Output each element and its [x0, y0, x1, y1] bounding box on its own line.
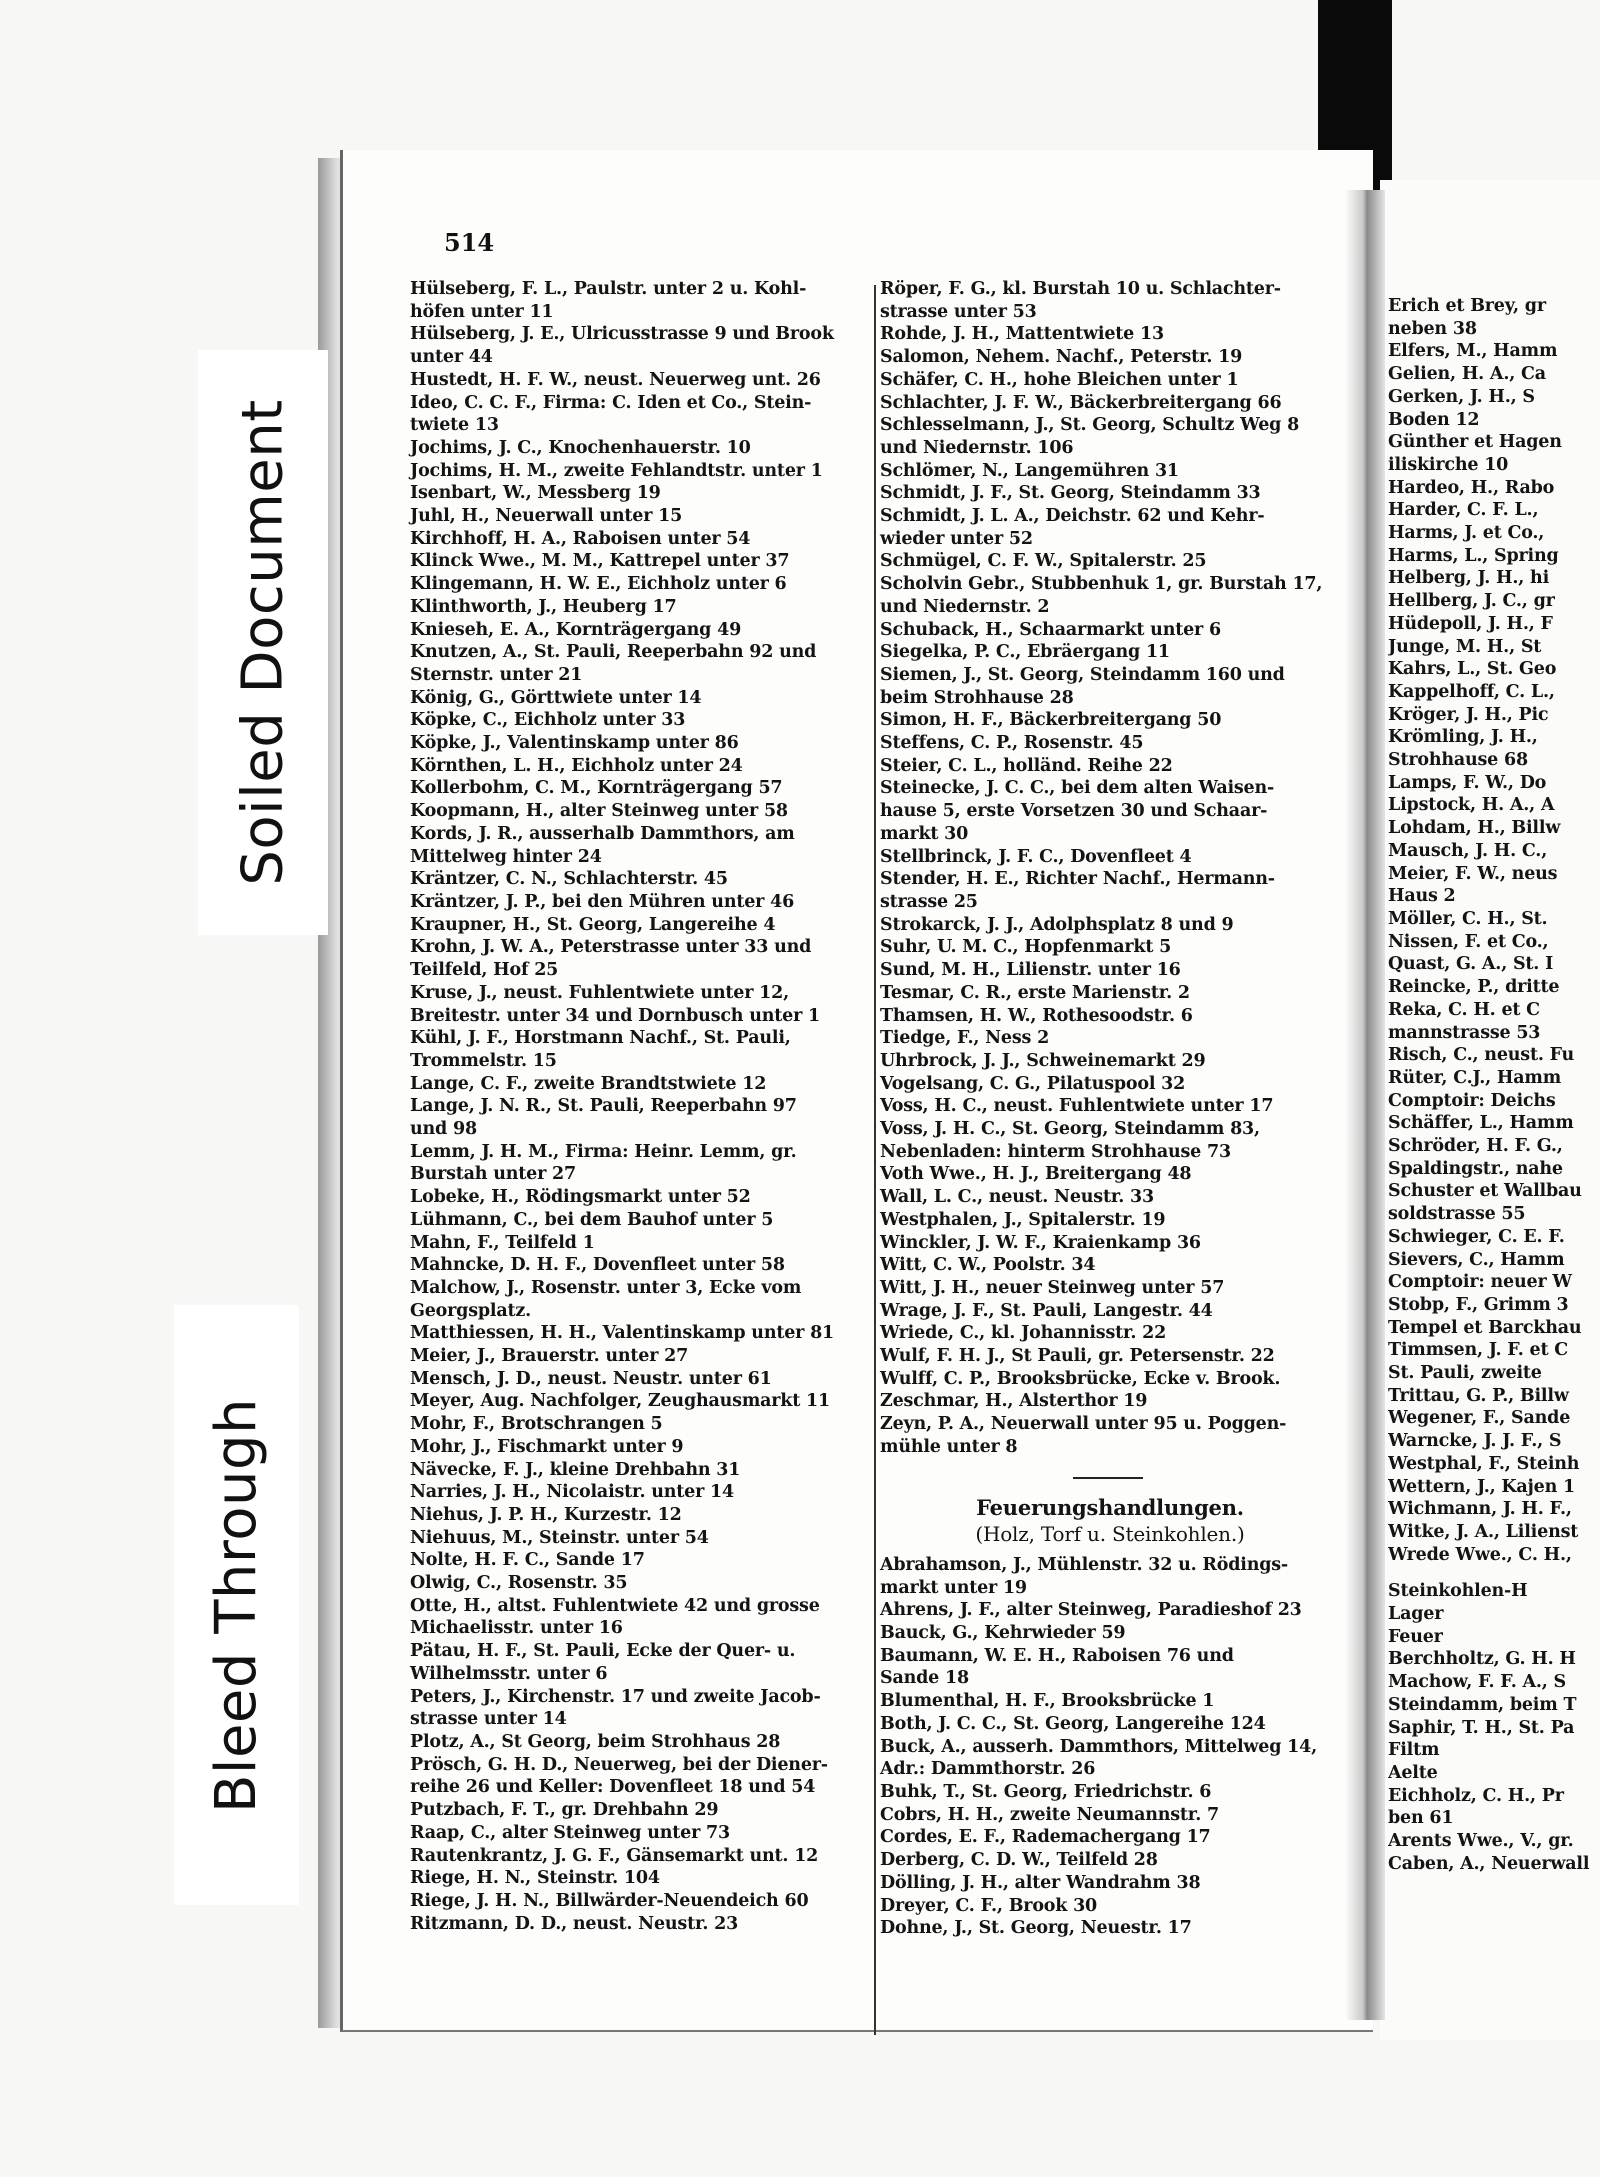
directory-entry: Ideo, C. C. F., Firma: C. Iden et Co., Stein-: [410, 392, 812, 413]
directory-entry: Stellbrinck, J. F. C., Dovenfleet 4: [880, 846, 1192, 867]
directory-entry: Wrede Wwe., C. H.,: [1388, 1544, 1572, 1565]
directory-entry: Lange, J. N. R., St. Pauli, Reeperbahn 97: [410, 1096, 797, 1117]
directory-entry: Schlömer, N., Langemühren 31: [880, 460, 1179, 481]
directory-entry: Bauck, G., Kehrwieder 59: [880, 1623, 1126, 1644]
directory-entry: Lamps, F. W., Do: [1388, 772, 1547, 793]
directory-entry: Olwig, C., Rosenstr. 35: [410, 1573, 628, 1594]
directory-entry: Kräntzer, J. P., bei den Mühren unter 46: [410, 891, 795, 912]
directory-entry: Schäfer, C. H., hohe Bleichen unter 1: [880, 369, 1239, 390]
directory-entry: Michaelisstr. unter 16: [410, 1618, 623, 1639]
directory-entry: und Niedernstr. 106: [880, 437, 1074, 458]
directory-entry: Wilhelmsstr. unter 6: [410, 1663, 608, 1684]
directory-entry: Kirchhoff, H. A., Raboisen unter 54: [410, 528, 751, 549]
directory-entry: Junge, M. H., St: [1388, 636, 1542, 657]
directory-entry: Schwieger, C. E. F.: [1388, 1226, 1565, 1247]
directory-entry: Boden 12: [1388, 409, 1480, 430]
directory-entry: Steinkohlen-H: [1388, 1581, 1528, 1602]
directory-entry: Rohde, J. H., Mattentwiete 13: [880, 324, 1164, 345]
page-number: 514: [444, 228, 495, 257]
directory-entry: Haus 2: [1388, 886, 1456, 907]
directory-entry: Baumann, W. E. H., Raboisen 76 und: [880, 1645, 1234, 1666]
directory-entry: wieder unter 52: [880, 528, 1033, 549]
directory-entry: Niehus, J. P. H., Kurzestr. 12: [410, 1504, 682, 1525]
directory-entry: Kraupner, H., St. Georg, Langereihe 4: [410, 914, 776, 935]
directory-entry: Schmügel, C. F. W., Spitalerstr. 25: [880, 551, 1207, 572]
directory-entry: Kappelhoff, C. L.,: [1388, 681, 1555, 702]
section-entries: [880, 1554, 1360, 1940]
directory-entry: Kräntzer, C. N., Schlachterstr. 45: [410, 869, 728, 890]
directory-entry: Wulff, C. P., Brooksbrücke, Ecke v. Brook.: [880, 1368, 1281, 1389]
directory-entry: Malchow, J., Rosenstr. unter 3, Ecke vom: [410, 1277, 802, 1298]
directory-entry: markt 30: [880, 823, 969, 844]
directory-entry: Körnthen, L. H., Eichholz unter 24: [410, 755, 743, 776]
directory-entry: Nävecke, F. J., kleine Drehbahn 31: [410, 1459, 741, 1480]
directory-entry: Steinecke, J. C. C., bei dem alten Waisen-: [880, 778, 1275, 799]
directory-entry: Timmsen, J. F. et C: [1388, 1340, 1568, 1361]
directory-entry: Steffens, C. P., Rosenstr. 45: [880, 733, 1144, 754]
directory-entry: Köpke, J., Valentinskamp unter 86: [410, 733, 739, 754]
directory-entry: Rautenkrantz, J. G. F., Gänsemarkt unt. 12: [410, 1845, 819, 1866]
directory-entry: Meier, F. W., neus: [1388, 863, 1558, 884]
directory-entry: Comptoir: neuer W: [1388, 1272, 1572, 1293]
directory-entry: Schuback, H., Schaarmarkt unter 6: [880, 619, 1221, 640]
directory-column-c-cropped: [1388, 295, 1600, 1876]
directory-entry: Scholvin Gebr., Stubbenhuk 1, gr. Burstah 17,: [880, 574, 1323, 595]
soiled-document-label: [198, 350, 328, 935]
directory-entry: Witke, J. A., Lilienst: [1388, 1521, 1579, 1542]
directory-entry: Uhrbrock, J. J., Schweinemarkt 29: [880, 1050, 1206, 1071]
directory-entry: Reka, C. H. et C: [1388, 999, 1540, 1020]
directory-entry: beim Strohhause 28: [880, 687, 1074, 708]
section-subheading: (Holz, Torf u. Steinkohlen.): [975, 1522, 1245, 1547]
directory-entry: Dreyer, C. F., Brook 30: [880, 1895, 1098, 1916]
directory-entry: Berchholtz, G. H. H: [1388, 1649, 1576, 1670]
directory-entry: St. Pauli, zweite: [1388, 1363, 1542, 1384]
directory-entry: Breitestr. unter 34 und Dornbusch unter 1: [410, 1005, 820, 1026]
directory-entry: Schlachter, J. F. W., Bäckerbreitergang 66: [880, 392, 1282, 413]
directory-entry: Ritzmann, D. D., neust. Neustr. 23: [410, 1913, 739, 1934]
directory-entry: Winckler, J. W. F., Kraienkamp 36: [880, 1232, 1201, 1253]
directory-entry: Adr.: Dammthorstr. 26: [880, 1759, 1096, 1780]
directory-entry: Klingemann, H. W. E., Eichholz unter 6: [410, 574, 787, 595]
directory-entry: iliskirche 10: [1388, 454, 1509, 475]
directory-entry: Schmidt, J. L. A., Deichstr. 62 und Kehr-: [880, 506, 1265, 527]
directory-column-a: [410, 278, 890, 1935]
directory-entry: Kühl, J. F., Horstmann Nachf., St. Pauli,: [410, 1028, 791, 1049]
directory-entry: Hüdepoll, J. H., F: [1388, 613, 1553, 634]
directory-entry: Dölling, J. H., alter Wandrahm 38: [880, 1872, 1201, 1893]
bleed-through-label: [174, 1305, 299, 1905]
directory-entry: Sievers, C., Hamm: [1388, 1249, 1565, 1270]
directory-entry: Hülseberg, J. E., Ulricusstrasse 9 und Brook: [410, 324, 834, 345]
directory-entry: Meier, J., Brauerstr. unter 27: [410, 1346, 689, 1367]
directory-entry: Köpke, C., Eichholz unter 33: [410, 710, 686, 731]
directory-entry: strasse unter 14: [410, 1709, 567, 1730]
directory-entry: Kahrs, L., St. Geo: [1388, 659, 1557, 680]
directory-entry: mannstrasse 53: [1388, 1022, 1541, 1043]
directory-entry: Buhk, T., St. Georg, Friedrichstr. 6: [880, 1782, 1212, 1802]
directory-entry: Jochims, J. C., Knochenhauerstr. 10: [410, 437, 751, 458]
directory-entry: Cordes, E. F., Rademachergang 17: [880, 1827, 1211, 1848]
directory-entry: Gerken, J. H., S: [1388, 386, 1535, 407]
directory-entry: Hardeo, H., Rabo: [1388, 477, 1555, 498]
directory-entry: Sund, M. H., Lilienstr. unter 16: [880, 960, 1181, 981]
directory-entry: Pätau, H. F., St. Pauli, Ecke der Quer- u.: [410, 1641, 796, 1662]
directory-entry: Caben, A., Neuerwall: [1388, 1853, 1590, 1874]
directory-entry: strasse 25: [880, 891, 978, 912]
directory-entry: und Niedernstr. 2: [880, 596, 1050, 617]
directory-entry: Lühmann, C., bei dem Bauhof unter 5: [410, 1209, 774, 1230]
directory-entry: höfen unter 11: [410, 301, 554, 322]
directory-entry: Wulf, F. H. J., St Pauli, gr. Petersenstr. 22: [880, 1346, 1275, 1367]
directory-entry: Filtm: [1388, 1740, 1440, 1761]
directory-entry: Wriede, C., kl. Johannisstr. 22: [880, 1323, 1167, 1344]
directory-entry: Schäffer, L., Hamm: [1388, 1113, 1574, 1134]
directory-entry: Feuer: [1388, 1626, 1443, 1647]
directory-entry: Putzbach, F. T., gr. Drehbahn 29: [410, 1800, 719, 1821]
directory-entry: Nolte, H. F. C., Sande 17: [410, 1550, 645, 1571]
directory-entry: Hülseberg, F. L., Paulstr. unter 2 u. Kohl-: [410, 279, 807, 299]
directory-entry: Lohdam, H., Billw: [1388, 818, 1561, 839]
directory-entry: Derberg, C. D. W., Teilfeld 28: [880, 1850, 1158, 1871]
directory-entry: Prösch, G. H. D., Neuerweg, bei der Diener-: [410, 1754, 828, 1775]
directory-entry: Tempel et Barckhau: [1388, 1317, 1582, 1338]
column-b-entries: [880, 278, 1360, 1459]
directory-entry: reihe 26 und Keller: Dovenfleet 18 und 54: [410, 1777, 816, 1798]
directory-entry: Salomon, Nehem. Nachf., Peterstr. 19: [880, 347, 1243, 368]
directory-entry: Wall, L. C., neust. Neustr. 33: [880, 1187, 1154, 1208]
directory-entry: Klinck Wwe., M. M., Kattrepel unter 37: [410, 551, 790, 572]
directory-entry: und 98: [410, 1119, 477, 1140]
directory-entry: Juhl, H., Neuerwall unter 15: [410, 506, 683, 527]
directory-entry: Voth Wwe., H. J., Breitergang 48: [880, 1164, 1192, 1185]
section-rule: [1073, 1477, 1143, 1479]
directory-entry: Reincke, P., dritte: [1388, 977, 1560, 998]
directory-entry: Zeyn, P. A., Neuerwall unter 95 u. Poggen-: [880, 1414, 1287, 1435]
directory-entry: mühle unter 8: [880, 1436, 1018, 1457]
directory-entry: Lemm, J. H. M., Firma: Heinr. Lemm, gr.: [410, 1141, 797, 1162]
directory-entry: Rüter, C.J., Hamm: [1388, 1067, 1562, 1088]
directory-entry: Sternstr. unter 21: [410, 664, 583, 685]
directory-entry: Nebenladen: hinterm Strohhause 73: [880, 1141, 1231, 1162]
directory-entry: Narries, J. H., Nicolaistr. unter 14: [410, 1482, 734, 1503]
directory-entry: Hustedt, H. F. W., neust. Neuerweg unt. 26: [410, 369, 821, 390]
directory-entry: Trommelstr. 15: [410, 1050, 557, 1071]
directory-entry: Tiedge, F., Ness 2: [880, 1028, 1050, 1049]
directory-entry: Ahrens, J. F., alter Steinweg, Paradieshof 23: [880, 1600, 1302, 1621]
column-c-lower-entries: [1388, 1580, 1600, 1875]
directory-entry: Mensch, J. D., neust. Neustr. unter 61: [410, 1368, 772, 1389]
directory-entry: Meyer, Aug. Nachfolger, Zeughausmarkt 11: [410, 1391, 830, 1412]
directory-entry: Both, J. C. C., St. Georg, Langereihe 124: [880, 1713, 1266, 1734]
directory-entry: Elfers, M., Hamm: [1388, 341, 1558, 362]
directory-entry: Kollerbohm, C. M., Kornträgergang 57: [410, 778, 783, 799]
directory-entry: Westphalen, J., Spitalerstr. 19: [880, 1209, 1166, 1230]
directory-entry: Witt, J. H., neuer Steinweg unter 57: [880, 1277, 1225, 1298]
directory-entry: Suhr, U. M. C., Hopfenmarkt 5: [880, 937, 1172, 958]
directory-entry: Wettern, J., Kajen 1: [1388, 1476, 1575, 1497]
directory-entry: Comptoir: Deichs: [1388, 1090, 1556, 1111]
directory-entry: Saphir, T. H., St. Pa: [1388, 1717, 1575, 1738]
directory-entry: Risch, C., neust. Fu: [1388, 1045, 1575, 1066]
directory-entry: Gelien, H. A., Ca: [1388, 364, 1546, 385]
section-heading: Feuerungshandlungen.: [976, 1494, 1244, 1520]
directory-entry: Harms, L., Spring: [1388, 545, 1559, 566]
directory-entry: Vogelsang, C. G., Pilatuspool 32: [880, 1073, 1186, 1094]
directory-entry: Mohr, F., Brotschrangen 5: [410, 1414, 663, 1435]
directory-entry: Trittau, G. P., Billw: [1388, 1385, 1569, 1406]
directory-entry: Schmidt, J. F., St. Georg, Steindamm 33: [880, 483, 1261, 504]
directory-entry: Peters, J., Kirchenstr. 17 und zweite Jacob-: [410, 1686, 821, 1707]
directory-entry: Arents Wwe., V., gr.: [1388, 1831, 1574, 1852]
directory-entry: strasse unter 53: [880, 301, 1037, 322]
directory-entry: Siegelka, P. C., Ebräergang 11: [880, 642, 1170, 663]
directory-entry: Westphal, F., Steinh: [1388, 1453, 1580, 1474]
directory-entry: Eichholz, C. H., Pr: [1388, 1785, 1564, 1806]
directory-entry: Schuster et Wallbau: [1388, 1181, 1582, 1202]
directory-entry: Schlesselmann, J., St. Georg, Schultz Weg 8: [880, 415, 1300, 436]
directory-entry: Riege, J. H. N., Billwärder-Neuendeich 60: [410, 1890, 809, 1911]
directory-entry: soldstrasse 55: [1388, 1204, 1526, 1225]
directory-entry: hause 5, erste Vorsetzen 30 und Schaar-: [880, 801, 1268, 822]
directory-entry: Harms, J. et Co.,: [1388, 523, 1545, 544]
directory-entry: Strokarck, J. J., Adolphsplatz 8 und 9: [880, 914, 1234, 935]
directory-entry: Burstah unter 27: [410, 1164, 576, 1185]
directory-entry: Steier, C. L., holländ. Reihe 22: [880, 755, 1173, 776]
directory-entry: Krömling, J. H.,: [1388, 727, 1538, 748]
directory-entry: Buck, A., ausserh. Dammthors, Mittelweg 14,: [880, 1736, 1317, 1757]
directory-entry: Krohn, J. W. A., Peterstrasse unter 33 und: [410, 937, 812, 958]
directory-entry: Kröger, J. H., Pic: [1388, 704, 1549, 725]
directory-entry: Lipstock, H. A., A: [1388, 795, 1555, 816]
directory-entry: Koopmann, H., alter Steinweg unter 58: [410, 801, 788, 822]
directory-entry: Quast, G. A., St. I: [1388, 954, 1554, 975]
directory-entry: unter 44: [410, 347, 493, 368]
directory-entry: Plotz, A., St Georg, beim Strohhaus 28: [410, 1732, 781, 1752]
directory-entry: Riege, H. N., Steinstr. 104: [410, 1868, 660, 1889]
directory-entry: Mausch, J. H. C.,: [1388, 840, 1548, 861]
bleed-through-label-text: Bleed Through: [204, 1397, 270, 1813]
directory-entry: ben 61: [1388, 1808, 1454, 1829]
directory-entry: Lange, C. F., zweite Brandtstwiete 12: [410, 1073, 767, 1094]
directory-entry: Matthiessen, H. H., Valentinskamp unter 81: [410, 1323, 835, 1344]
directory-entry: Zeschmar, H., Alsterthor 19: [880, 1391, 1148, 1412]
directory-entry: Harder, C. F. L.,: [1388, 500, 1539, 521]
directory-entry: Lager: [1388, 1604, 1444, 1625]
directory-entry: Jochims, H. M., zweite Fehlandtstr. unter 1: [410, 460, 823, 481]
directory-entry: König, G., Görttwiete unter 14: [410, 687, 702, 708]
directory-entry: Spaldingstr., nahe: [1388, 1158, 1563, 1179]
directory-entry: Siemen, J., St. Georg, Steindamm 160 und: [880, 664, 1285, 685]
directory-entry: Lobeke, H., Rödingsmarkt unter 52: [410, 1187, 751, 1208]
directory-entry: Aelte: [1388, 1763, 1438, 1783]
directory-entry: Röper, F. G., kl. Burstah 10 u. Schlachter-: [880, 279, 1281, 299]
directory-entry: Kords, J. R., ausserhalb Dammthors, am: [410, 823, 795, 844]
directory-entry: Abrahamson, J., Mühlenstr. 32 u. Rödings-: [880, 1554, 1288, 1575]
directory-entry: Mohr, J., Fischmarkt unter 9: [410, 1436, 684, 1457]
directory-entry: Knutzen, A., St. Pauli, Reeperbahn 92 und: [410, 642, 817, 663]
directory-entry: Cobrs, H. H., zweite Neumannstr. 7: [880, 1804, 1219, 1825]
directory-entry: Steindamm, beim T: [1388, 1694, 1577, 1715]
directory-entry: Knieseh, E. A., Kornträgergang 49: [410, 619, 742, 640]
directory-entry: Klinthworth, J., Heuberg 17: [410, 596, 677, 617]
directory-entry: Kruse, J., neust. Fuhlentwiete unter 12,: [410, 982, 789, 1003]
directory-entry: Otte, H., altst. Fuhlentwiete 42 und grosse: [410, 1595, 820, 1616]
directory-entry: Sande 18: [880, 1668, 969, 1689]
directory-entry: Möller, C. H., St.: [1388, 908, 1548, 929]
directory-entry: Mahncke, D. H. F., Dovenfleet unter 58: [410, 1255, 785, 1276]
directory-entry: Strohhause 68: [1388, 750, 1528, 771]
directory-entry: Raap, C., alter Steinweg unter 73: [410, 1822, 730, 1843]
directory-entry: Tesmar, C. R., erste Marienstr. 2: [880, 982, 1190, 1003]
directory-entry: Stobp, F., Grimm 3: [1388, 1294, 1569, 1315]
directory-entry: Georgsplatz.: [410, 1300, 531, 1321]
directory-entry: Erich et Brey, gr: [1388, 296, 1546, 316]
directory-entry: Dohne, J., St. Georg, Neuestr. 17: [880, 1918, 1192, 1939]
directory-entry: markt unter 19: [880, 1577, 1027, 1598]
directory-entry: Stender, H. E., Richter Nachf., Hermann-: [880, 869, 1275, 890]
directory-entry: Niehuus, M., Steinstr. unter 54: [410, 1527, 709, 1548]
directory-entry: Simon, H. F., Bäckerbreitergang 50: [880, 710, 1222, 731]
directory-entry: Voss, H. C., neust. Fuhlentwiete unter 17: [880, 1096, 1274, 1117]
directory-entry: Helberg, J. H., hi: [1388, 568, 1550, 589]
directory-entry: Schröder, H. F. G.,: [1388, 1136, 1563, 1157]
directory-entry: Wrage, J. F., St. Pauli, Langestr. 44: [880, 1300, 1213, 1321]
directory-entry: Günther et Hagen: [1388, 432, 1562, 453]
directory-entry: twiete 13: [410, 415, 499, 436]
directory-entry: Wegener, F., Sande: [1388, 1408, 1571, 1429]
directory-entry: Voss, J. H. C., St. Georg, Steindamm 83,: [880, 1119, 1260, 1140]
directory-entry: Mittelweg hinter 24: [410, 846, 602, 867]
directory-entry: Nissen, F. et Co.,: [1388, 931, 1549, 952]
column-c-entries: [1388, 295, 1600, 1566]
directory-entry: neben 38: [1388, 318, 1477, 339]
directory-entry: Thamsen, H. W., Rothesoodstr. 6: [880, 1005, 1193, 1026]
directory-entry: Wichmann, J. H. F.,: [1388, 1499, 1572, 1520]
directory-entry: Witt, C. W., Poolstr. 34: [880, 1255, 1096, 1276]
soiled-document-label-text: Soiled Document: [230, 399, 296, 886]
directory-entry: Machow, F. F. A., S: [1388, 1672, 1566, 1693]
directory-column-b: [880, 278, 1360, 1940]
directory-entry: Blumenthal, H. F., Brooksbrücke 1: [880, 1691, 1215, 1712]
directory-entry: Warncke, J. J. F., S: [1388, 1431, 1562, 1452]
directory-entry: Isenbart, W., Messberg 19: [410, 483, 661, 504]
directory-entry: Teilfeld, Hof 25: [410, 960, 559, 981]
directory-entry: Hellberg, J. C., gr: [1388, 591, 1555, 612]
directory-entry: Mahn, F., Teilfeld 1: [410, 1232, 595, 1253]
